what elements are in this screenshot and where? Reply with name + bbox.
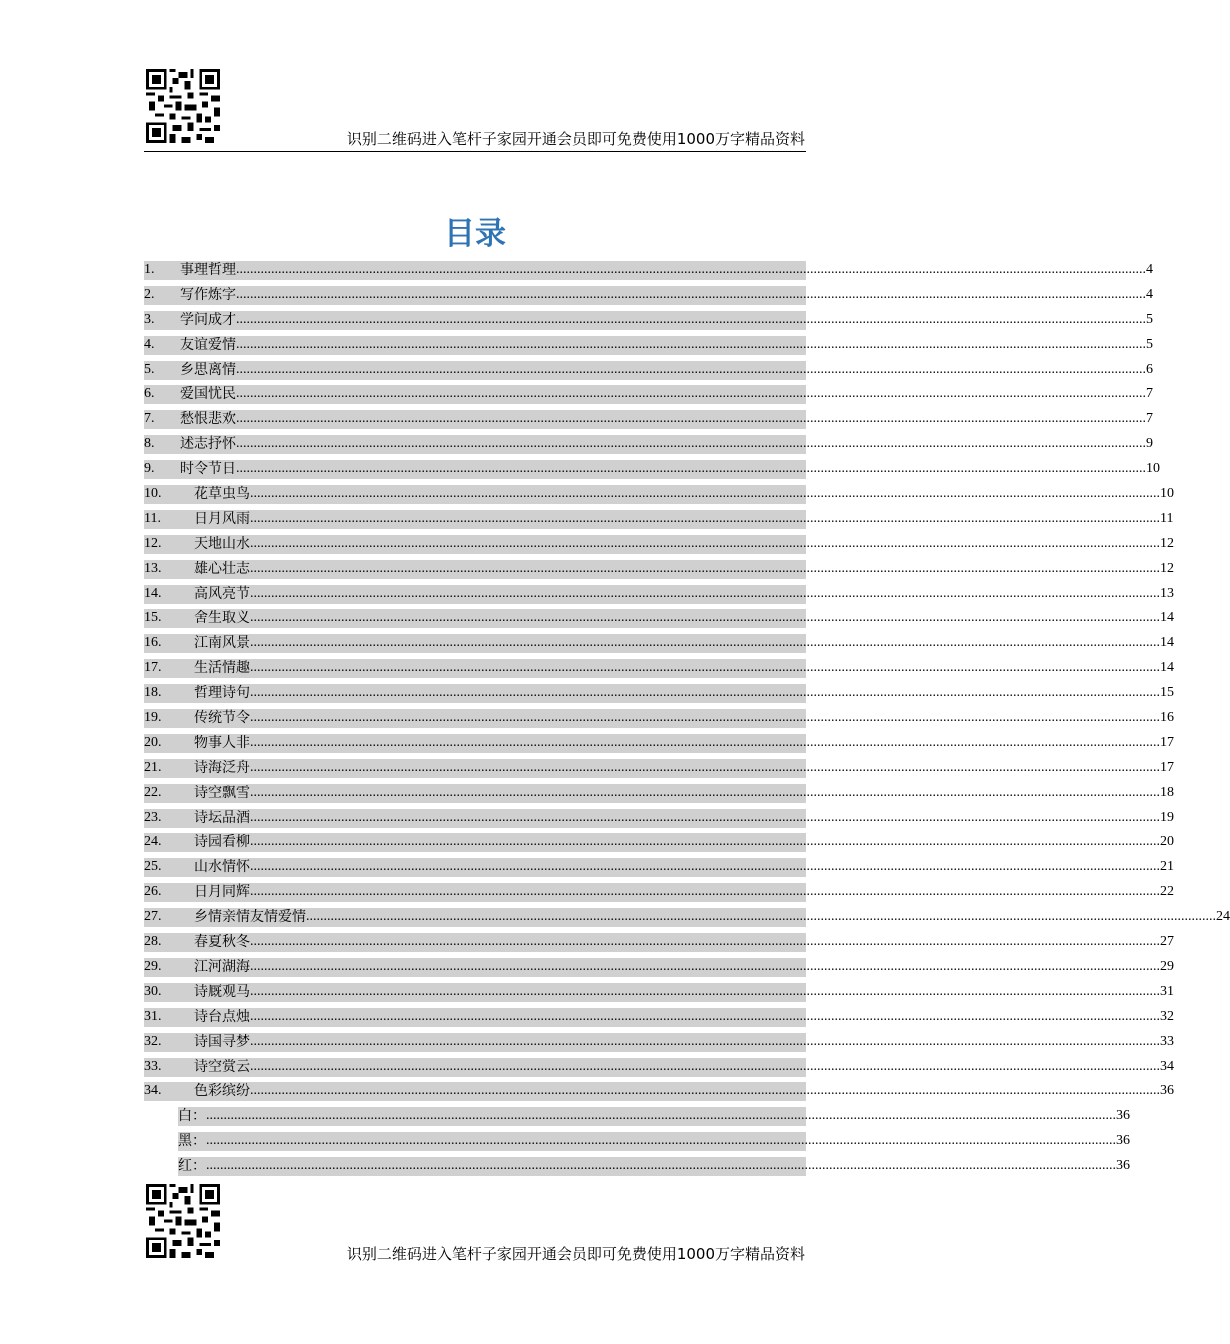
toc-entry-title: 诗空赏云: [194, 1058, 250, 1075]
toc-entry-title: 色彩缤纷: [194, 1083, 250, 1100]
toc-entry-number: 19.: [144, 710, 162, 726]
toc-entry-leader: ....................................................................................................................................................................................................................................................................: [250, 734, 1160, 750]
toc-entry[interactable]: [144, 1131, 1130, 1156]
toc-entry-leader: ....................................................................................................................................................................................................................................................................: [236, 361, 1146, 377]
toc-entry[interactable]: [144, 1106, 1130, 1131]
toc-entry-leader: ....................................................................................................................................................................................................................................................................: [236, 386, 1146, 402]
toc-entry-title: 乡情亲情友情爱情: [194, 909, 306, 926]
toc-entry-number: 18.: [144, 685, 162, 701]
toc-entry[interactable]: [144, 808, 1174, 833]
toc-entry-number: 27.: [144, 909, 162, 925]
toc-entry-leader: ....................................................................................................................................................................................................................................................................: [250, 660, 1160, 676]
toc-entry[interactable]: [144, 957, 1174, 982]
toc-entry-number: 8.: [144, 436, 155, 452]
toc-entry-title: 诗空飘雪: [194, 784, 250, 801]
toc-entry-page: 24: [1216, 909, 1230, 925]
toc-entry-title: 事理哲理: [180, 262, 236, 278]
toc-entry-number: 16.: [144, 635, 162, 651]
toc-entry-leader: ....................................................................................................................................................................................................................................................................: [236, 461, 1146, 477]
toc-entry-leader: ....................................................................................................................................................................................................................................................................: [250, 884, 1160, 900]
toc-entry-leader: ....................................................................................................................................................................................................................................................................: [250, 535, 1160, 551]
toc-entry-page: 22: [1160, 884, 1174, 900]
toc-entry-page: 14: [1160, 635, 1174, 651]
toc-entry-title: 江河湖海: [194, 958, 250, 975]
toc-entry-title: 黑：: [178, 1133, 206, 1150]
toc-entry[interactable]: [144, 584, 1174, 609]
toc-entry[interactable]: [144, 335, 1153, 360]
toc-entry-title: 诗坛品酒: [194, 809, 250, 826]
toc-entry-leader: ....................................................................................................................................................................................................................................................................: [250, 934, 1160, 950]
toc-entry-leader: ....................................................................................................................................................................................................................................................................: [250, 486, 1160, 502]
toc-entry[interactable]: [144, 608, 1174, 633]
toc-entry-page: 36: [1116, 1133, 1130, 1149]
toc-entry[interactable]: [144, 384, 1153, 409]
toc-entry-title: 爱国忧民: [180, 386, 236, 403]
toc-entry-leader: ....................................................................................................................................................................................................................................................................: [250, 685, 1160, 701]
toc-entry-page: 34: [1160, 1058, 1174, 1074]
toc-entry-page: 7: [1146, 386, 1153, 402]
toc-entry-page: 10: [1160, 486, 1174, 502]
toc-entry-page: 5: [1146, 311, 1153, 327]
toc-entry[interactable]: [144, 559, 1174, 584]
toc-entry-page: 31: [1160, 983, 1174, 999]
toc-entry-title: 友谊爱情: [180, 336, 236, 353]
toc-entry-title: 述志抒怀: [180, 436, 236, 453]
toc-entry-page: 33: [1160, 1033, 1174, 1049]
toc-entry-number: 23.: [144, 809, 162, 825]
toc-entry-title: 哲理诗句: [194, 685, 250, 702]
toc-entry-page: 5: [1146, 336, 1153, 352]
toc-entry-number: 11.: [144, 510, 161, 526]
toc-entry-page: 16: [1160, 710, 1174, 726]
toc-entry-number: 10.: [144, 486, 162, 502]
header-divider: [144, 151, 806, 152]
toc-entry-number: 29.: [144, 958, 162, 974]
toc-entry-leader: ....................................................................................................................................................................................................................................................................: [250, 710, 1160, 726]
toc-entry-leader: ....................................................................................................................................................................................................................................................................: [250, 1083, 1160, 1099]
toc-entry-number: 26.: [144, 884, 162, 900]
header-qr-code-icon[interactable]: [146, 69, 220, 143]
toc-entry-page: 13: [1160, 585, 1174, 601]
toc-entry-leader: ....................................................................................................................................................................................................................................................................: [250, 958, 1160, 974]
toc-entry-number: 2.: [144, 286, 155, 302]
toc-entry-number: 4.: [144, 336, 155, 352]
toc-entry-leader: ....................................................................................................................................................................................................................................................................: [250, 809, 1160, 825]
toc-entry-leader: ....................................................................................................................................................................................................................................................................: [250, 510, 1160, 526]
toc-entry-number: 5.: [144, 361, 155, 377]
toc-entry-number: 17.: [144, 660, 162, 676]
toc-entry-number: 7.: [144, 411, 155, 427]
toc-entry-leader: ....................................................................................................................................................................................................................................................................: [250, 983, 1160, 999]
toc-entry[interactable]: [144, 484, 1174, 509]
toc-entry-leader: ....................................................................................................................................................................................................................................................................: [250, 560, 1160, 576]
toc-entry-title: 乡思离情: [180, 361, 236, 378]
toc-entry-page: 14: [1160, 610, 1174, 626]
toc-entry-page: 14: [1160, 660, 1174, 676]
toc-entry[interactable]: [144, 1156, 1130, 1181]
toc-entry-number: 33.: [144, 1058, 162, 1074]
table-of-contents: [144, 260, 1230, 1181]
toc-entry-page: 6: [1146, 361, 1153, 377]
toc-entry-title: 江南风景: [194, 635, 250, 652]
toc-entry-title: 诗海泛舟: [194, 759, 250, 776]
toc-entry-title: 写作炼字: [180, 286, 236, 303]
toc-entry[interactable]: [144, 434, 1153, 459]
toc-entry-page: 32: [1160, 1008, 1174, 1024]
toc-entry-leader: ....................................................................................................................................................................................................................................................................: [236, 286, 1146, 302]
toc-title: 目录: [444, 216, 506, 252]
toc-entry-page: 18: [1160, 784, 1174, 800]
toc-entry-page: 15: [1160, 685, 1174, 701]
toc-entry[interactable]: [144, 633, 1174, 658]
toc-entry[interactable]: [144, 360, 1153, 385]
toc-entry-number: 20.: [144, 734, 162, 750]
toc-entry-number: 28.: [144, 934, 162, 950]
toc-entry[interactable]: [144, 285, 1153, 310]
toc-entry[interactable]: [144, 783, 1174, 808]
toc-entry-number: 32.: [144, 1033, 162, 1049]
toc-entry-title: 舍生取义: [194, 610, 250, 627]
toc-entry-page: 20: [1160, 834, 1174, 850]
toc-entry[interactable]: [144, 708, 1174, 733]
toc-entry-title: 春夏秋冬: [194, 934, 250, 951]
toc-entry-page: 12: [1160, 560, 1174, 576]
toc-entry-number: 31.: [144, 1008, 162, 1024]
toc-entry-title: 时令节日: [180, 461, 236, 478]
toc-entry-title: 物事人非: [194, 734, 250, 751]
toc-entry-leader: ....................................................................................................................................................................................................................................................................: [236, 436, 1146, 452]
toc-entry[interactable]: [144, 1057, 1174, 1082]
toc-entry-page: 27: [1160, 934, 1174, 950]
toc-entry-number: 3.: [144, 311, 155, 327]
toc-entry-page: 7: [1146, 411, 1153, 427]
toc-entry-leader: ....................................................................................................................................................................................................................................................................: [206, 1133, 1116, 1149]
toc-entry-title: 天地山水: [194, 535, 250, 552]
toc-entry-page: 36: [1116, 1108, 1130, 1124]
toc-entry-page: 17: [1160, 759, 1174, 775]
toc-entry-number: 15.: [144, 610, 162, 626]
toc-entry-title: 红：: [178, 1158, 206, 1175]
toc-entry-page: 19: [1160, 809, 1174, 825]
toc-entry-number: 25.: [144, 859, 162, 875]
toc-entry-leader: ....................................................................................................................................................................................................................................................................: [206, 1108, 1116, 1124]
toc-entry-title: 山水情怀: [194, 859, 250, 876]
toc-entry[interactable]: [144, 832, 1174, 857]
toc-entry-page: 17: [1160, 734, 1174, 750]
toc-entry-number: 21.: [144, 759, 162, 775]
toc-entry-page: 9: [1146, 436, 1153, 452]
header-notice: 识别二维码进入笔杆子家园开通会员即可免费使用1000万字精品资料: [346, 130, 805, 148]
toc-entry-title: 日月风雨: [194, 510, 250, 527]
toc-entry-leader: ....................................................................................................................................................................................................................................................................: [236, 336, 1146, 352]
toc-entry-title: 花草虫鸟: [194, 486, 250, 503]
toc-entry-title: 诗国寻梦: [194, 1033, 250, 1050]
toc-entry-number: 1.: [144, 262, 155, 277]
toc-entry-title: 愁恨悲欢: [180, 411, 236, 428]
toc-entry[interactable]: [144, 260, 1153, 285]
toc-entry-leader: ....................................................................................................................................................................................................................................................................: [306, 909, 1216, 925]
toc-entry-number: 12.: [144, 535, 162, 551]
footer-notice: 识别二维码进入笔杆子家园开通会员即可免费使用1000万字精品资料: [346, 1245, 805, 1263]
footer-qr-code-icon[interactable]: [146, 1184, 220, 1258]
toc-entry-title: 白：: [178, 1108, 206, 1125]
toc-entry[interactable]: [144, 534, 1174, 559]
toc-entry-number: 34.: [144, 1083, 162, 1099]
toc-entry-page: 29: [1160, 958, 1174, 974]
toc-entry[interactable]: [144, 1081, 1174, 1106]
toc-entry-title: 诗台点烛: [194, 1008, 250, 1025]
toc-entry-leader: ....................................................................................................................................................................................................................................................................: [236, 311, 1146, 327]
toc-entry[interactable]: [144, 683, 1174, 708]
toc-entry-page: 21: [1160, 859, 1174, 875]
toc-entry[interactable]: [144, 310, 1153, 335]
toc-entry-page: 11: [1160, 510, 1174, 526]
toc-entry-title: 诗厩观马: [194, 983, 250, 1000]
toc-entry-leader: ....................................................................................................................................................................................................................................................................: [250, 585, 1160, 601]
toc-entry[interactable]: [144, 409, 1153, 434]
toc-entry-number: 9.: [144, 461, 155, 477]
toc-entry-leader: ....................................................................................................................................................................................................................................................................: [250, 1008, 1160, 1024]
toc-entry-number: 22.: [144, 784, 162, 800]
toc-entry[interactable]: [144, 1007, 1174, 1032]
toc-entry-page: 4: [1146, 262, 1153, 277]
toc-entry-leader: ....................................................................................................................................................................................................................................................................: [250, 610, 1160, 626]
toc-entry-leader: ....................................................................................................................................................................................................................................................................: [250, 1058, 1160, 1074]
toc-entry[interactable]: [144, 658, 1174, 683]
toc-entry-leader: ....................................................................................................................................................................................................................................................................: [250, 834, 1160, 850]
toc-entry-page: 36: [1160, 1083, 1174, 1099]
toc-entry-number: 14.: [144, 585, 162, 601]
toc-entry-page: 12: [1160, 535, 1174, 551]
toc-entry-title: 学问成才: [180, 311, 236, 328]
toc-entry-page: 4: [1146, 286, 1153, 302]
toc-entry-leader: ....................................................................................................................................................................................................................................................................: [250, 784, 1160, 800]
toc-entry-page: 36: [1116, 1158, 1130, 1174]
toc-entry[interactable]: [144, 733, 1174, 758]
toc-entry[interactable]: [144, 907, 1230, 932]
toc-entry-leader: ....................................................................................................................................................................................................................................................................: [250, 1033, 1160, 1049]
toc-entry-title: 日月同辉: [194, 884, 250, 901]
toc-entry-number: 6.: [144, 386, 155, 402]
toc-entry-title: 生活情趣: [194, 660, 250, 677]
toc-entry-number: 30.: [144, 983, 162, 999]
toc-entry-title: 传统节令: [194, 710, 250, 727]
toc-entry-leader: ....................................................................................................................................................................................................................................................................: [206, 1158, 1116, 1174]
toc-entry[interactable]: [144, 1032, 1174, 1057]
toc-entry-page: 10: [1146, 461, 1160, 477]
toc-entry-leader: ....................................................................................................................................................................................................................................................................: [250, 635, 1160, 651]
toc-entry[interactable]: [144, 982, 1174, 1007]
toc-entry[interactable]: [144, 509, 1174, 534]
toc-entry[interactable]: [144, 459, 1160, 484]
toc-entry-leader: ....................................................................................................................................................................................................................................................................: [236, 262, 1146, 277]
toc-entry-leader: ....................................................................................................................................................................................................................................................................: [250, 759, 1160, 775]
toc-entry[interactable]: [144, 758, 1174, 783]
toc-entry-title: 雄心壮志: [194, 560, 250, 577]
toc-entry[interactable]: [144, 932, 1174, 957]
toc-entry-number: 13.: [144, 560, 162, 576]
toc-entry-leader: ....................................................................................................................................................................................................................................................................: [236, 411, 1146, 427]
toc-entry-title: 诗园看柳: [194, 834, 250, 851]
toc-entry-title: 高风亮节: [194, 585, 250, 602]
toc-entry[interactable]: [144, 882, 1174, 907]
toc-entry-leader: ....................................................................................................................................................................................................................................................................: [250, 859, 1160, 875]
toc-entry-number: 24.: [144, 834, 162, 850]
toc-entry[interactable]: [144, 857, 1174, 882]
